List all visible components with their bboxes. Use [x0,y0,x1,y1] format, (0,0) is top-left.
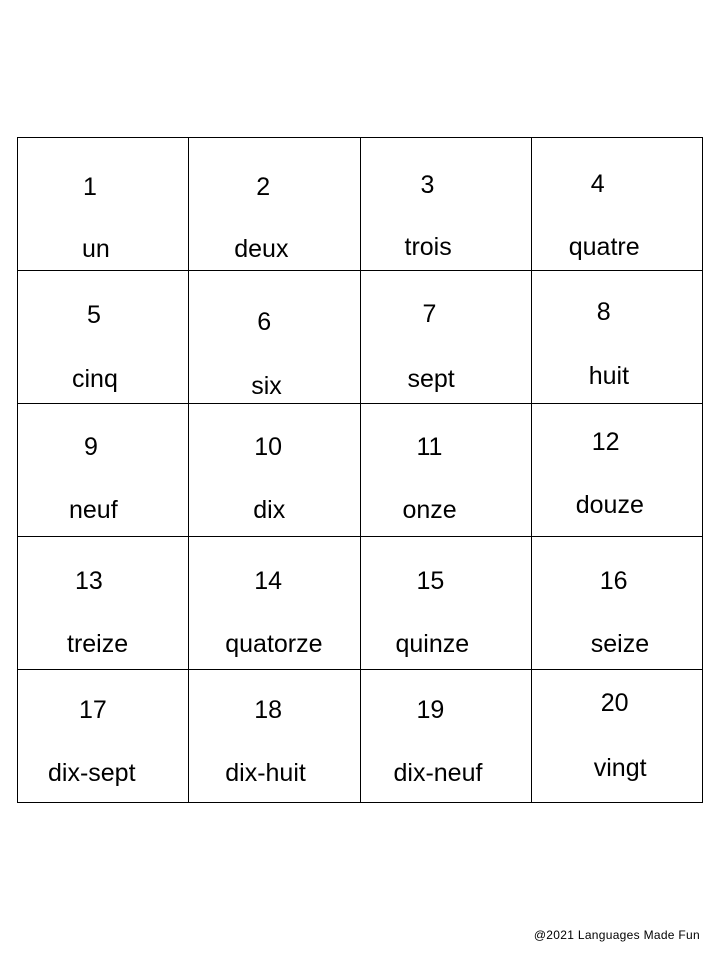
grid-cell [18,670,189,803]
grid-cell [18,271,189,404]
cell-number: 3 [420,171,435,199]
grid-cell [189,138,360,271]
cell-number: 4 [590,170,605,198]
cell-word: sept [407,365,455,393]
cell-word: dix-neuf [393,759,483,787]
cell-word: cinq [72,365,118,393]
cell-word: douze [575,491,644,519]
grid-cell [532,670,703,803]
grid-cell [532,271,703,404]
cell-number: 2 [256,173,271,201]
grid-cell [189,670,360,803]
cell-number: 17 [79,696,107,724]
cell-word: seize [590,630,650,658]
grid-cell [361,271,532,404]
cell-number: 6 [257,308,272,336]
cell-number: 11 [416,433,443,461]
cell-word: onze [402,496,457,524]
cell-word: vingt [593,754,647,782]
cell-number: 19 [416,696,445,724]
cell-number: 18 [254,696,283,724]
cell-number: 14 [254,567,283,595]
cell-number: 5 [87,301,101,329]
cell-word: dix-sept [48,759,136,787]
grid-cell [532,138,703,271]
grid-cell [532,537,703,670]
cell-number: 20 [600,689,629,717]
cell-word: six [251,372,282,400]
cell-word: deux [234,235,289,263]
grid-cell [361,537,532,670]
grid-cell [189,404,360,537]
cell-word: neuf [69,496,118,524]
cell-word: quatre [568,233,640,261]
cell-number: 1 [83,173,97,201]
copyright-footer: @2021 Languages Made Fun [533,928,700,942]
grid-cell [361,138,532,271]
number-word-grid [17,137,703,803]
grid-cell [189,271,360,404]
cell-word: un [82,235,110,263]
cell-word: dix [253,496,286,524]
cell-word: quatorze [225,630,323,658]
grid-cell [189,537,360,670]
grid-cell [361,670,532,803]
cell-word: treize [67,630,129,658]
cell-word: trois [404,233,452,261]
cell-number: 13 [75,567,103,595]
grid-cell [18,537,189,670]
grid-cell [18,404,189,537]
cell-number: 8 [596,298,611,326]
grid-cell [18,138,189,271]
cell-number: 16 [599,567,628,595]
cell-number: 7 [422,300,437,328]
cell-word: dix-huit [225,759,306,787]
cell-word: quinze [395,630,470,658]
cell-number: 9 [84,433,98,461]
cell-number: 15 [416,567,445,595]
cell-number: 12 [591,428,620,456]
cell-number: 10 [254,433,283,461]
grid-cell [361,404,532,537]
grid-cell [532,404,703,537]
cell-word: huit [588,362,630,390]
